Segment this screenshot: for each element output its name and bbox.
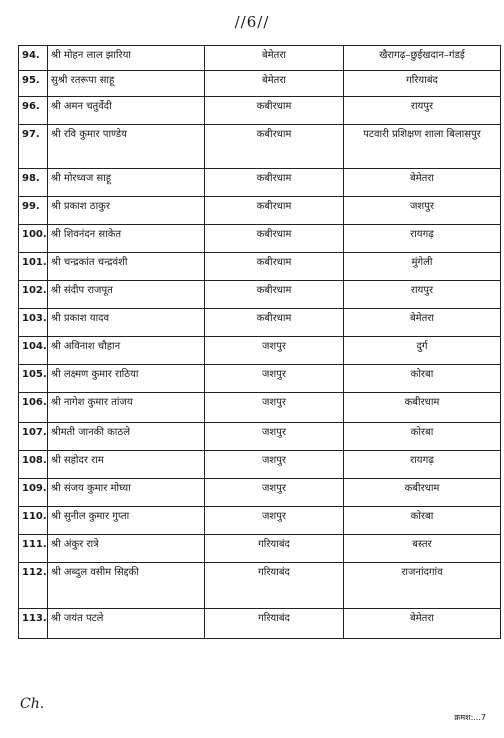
- table-row: [19, 71, 501, 97]
- table-row: [19, 169, 501, 197]
- serial-number-cell: 105.: [19, 365, 48, 393]
- from-district-cell: कबीरधाम: [205, 197, 344, 225]
- to-district-cell: कबीरधाम: [344, 393, 501, 423]
- employee-name-cell: श्री संजय कुमार मोघ्या: [48, 479, 205, 507]
- serial-number-cell: 107.: [19, 423, 48, 451]
- to-district-cell: मुंगेली: [344, 253, 501, 281]
- to-district-cell: रायगढ़: [344, 451, 501, 479]
- from-district-cell: बेमेतरा: [205, 46, 344, 71]
- table-row: [19, 197, 501, 225]
- from-district-cell: कबीरधाम: [205, 97, 344, 125]
- employee-name-cell: श्री प्रकाश यादव: [48, 309, 205, 337]
- table-row: [19, 225, 501, 253]
- table-row: [19, 479, 501, 507]
- from-district-cell: गरियाबंद: [205, 609, 344, 639]
- serial-number-cell: 96.: [19, 97, 48, 125]
- employee-name-cell: सुश्री रतरूपा साहू: [48, 71, 205, 97]
- from-district-cell: जशपुर: [205, 451, 344, 479]
- from-district-cell: गरियाबंद: [205, 563, 344, 609]
- from-district-cell: बेमेतरा: [205, 71, 344, 97]
- to-district-cell: राजनांदगांव: [344, 563, 501, 609]
- employee-name-cell: श्री सुनील कुमार गुप्ता: [48, 507, 205, 535]
- table-row: [19, 423, 501, 451]
- to-district-cell: खैरागढ़–छुईखदान–गंडई: [344, 46, 501, 71]
- serial-number-cell: 108.: [19, 451, 48, 479]
- to-district-cell: जशपुर: [344, 197, 501, 225]
- table-row: [19, 563, 501, 609]
- serial-number-cell: 113.: [19, 609, 48, 639]
- serial-number-cell: 106.: [19, 393, 48, 423]
- employee-name-cell: श्री प्रकाश ठाकुर: [48, 197, 205, 225]
- serial-number-cell: 109.: [19, 479, 48, 507]
- table-row: [19, 451, 501, 479]
- from-district-cell: जशपुर: [205, 365, 344, 393]
- from-district-cell: कबीरधाम: [205, 225, 344, 253]
- serial-number-cell: 102.: [19, 281, 48, 309]
- to-district-cell: गरियाबंद: [344, 71, 501, 97]
- continued-page-label: क्रमश:...7: [454, 713, 486, 722]
- to-district-cell: कोरबा: [344, 423, 501, 451]
- from-district-cell: जशपुर: [205, 423, 344, 451]
- serial-number-cell: 94.: [19, 46, 48, 71]
- table-row: [19, 507, 501, 535]
- employee-name-cell: श्री लक्ष्मण कुमार राठिया: [48, 365, 205, 393]
- table-row: [19, 393, 501, 423]
- employee-name-cell: श्री अविनाश चौहान: [48, 337, 205, 365]
- employee-name-cell: श्रीमती जानकी काठले: [48, 423, 205, 451]
- from-district-cell: कबीरधाम: [205, 309, 344, 337]
- table-row: [19, 609, 501, 639]
- to-district-cell: बेमेतरा: [344, 309, 501, 337]
- employee-name-cell: श्री सहोदर राम: [48, 451, 205, 479]
- serial-number-cell: 98.: [19, 169, 48, 197]
- employee-name-cell: श्री चन्द्रकांत चन्द्रवंशी: [48, 253, 205, 281]
- from-district-cell: कबीरधाम: [205, 125, 344, 169]
- employee-name-cell: श्री जयंत पटले: [48, 609, 205, 639]
- from-district-cell: जशपुर: [205, 337, 344, 365]
- serial-number-cell: 97.: [19, 125, 48, 169]
- to-district-cell: रायपुर: [344, 281, 501, 309]
- page-marker: //6//: [234, 13, 270, 31]
- employee-name-cell: श्री अमन चतुर्वेदी: [48, 97, 205, 125]
- serial-number-cell: 111.: [19, 535, 48, 563]
- employee-name-cell: श्री रवि कुमार पाण्डेय: [48, 125, 205, 169]
- table-row: [19, 46, 501, 71]
- from-district-cell: कबीरधाम: [205, 169, 344, 197]
- from-district-cell: जशपुर: [205, 393, 344, 423]
- to-district-cell: बेमेतरा: [344, 169, 501, 197]
- table-row: [19, 535, 501, 563]
- to-district-cell: बेमेतरा: [344, 609, 501, 639]
- serial-number-cell: 99.: [19, 197, 48, 225]
- from-district-cell: जशपुर: [205, 507, 344, 535]
- from-district-cell: कबीरधाम: [205, 281, 344, 309]
- transfer-table: [18, 45, 501, 639]
- serial-number-cell: 110.: [19, 507, 48, 535]
- to-district-cell: बस्तर: [344, 535, 501, 563]
- table-row: [19, 97, 501, 125]
- serial-number-cell: 95.: [19, 71, 48, 97]
- to-district-cell: कोरबा: [344, 365, 501, 393]
- employee-name-cell: श्री मोरध्वज साहू: [48, 169, 205, 197]
- from-district-cell: जशपुर: [205, 479, 344, 507]
- employee-name-cell: श्री नागेश कुमार तांजय: [48, 393, 205, 423]
- table-row: [19, 337, 501, 365]
- serial-number-cell: 100.: [19, 225, 48, 253]
- to-district-cell: दुर्ग: [344, 337, 501, 365]
- serial-number-cell: 101.: [19, 253, 48, 281]
- table-row: [19, 365, 501, 393]
- from-district-cell: गरियाबंद: [205, 535, 344, 563]
- table-row: [19, 281, 501, 309]
- employee-name-cell: श्री अंकुर रात्रे: [48, 535, 205, 563]
- to-district-cell: कबीरधाम: [344, 479, 501, 507]
- initials-signature: Ch.: [20, 696, 45, 712]
- employee-name-cell: श्री मोहन लाल झारिया: [48, 46, 205, 71]
- serial-number-cell: 103.: [19, 309, 48, 337]
- from-district-cell: कबीरधाम: [205, 253, 344, 281]
- to-district-cell: पटवारी प्रशिक्षण शाला बिलासपुर: [344, 125, 501, 169]
- employee-name-cell: श्री शिवनंदन साकेत: [48, 225, 205, 253]
- serial-number-cell: 112.: [19, 563, 48, 609]
- employee-name-cell: श्री संदीप राजपूत: [48, 281, 205, 309]
- to-district-cell: रायपुर: [344, 97, 501, 125]
- table-row: [19, 125, 501, 169]
- to-district-cell: रायगढ़: [344, 225, 501, 253]
- employee-name-cell: श्री अब्दुल वसीम सिद्दकी: [48, 563, 205, 609]
- serial-number-cell: 104.: [19, 337, 48, 365]
- table-row: [19, 253, 501, 281]
- table-row: [19, 309, 501, 337]
- to-district-cell: कोरबा: [344, 507, 501, 535]
